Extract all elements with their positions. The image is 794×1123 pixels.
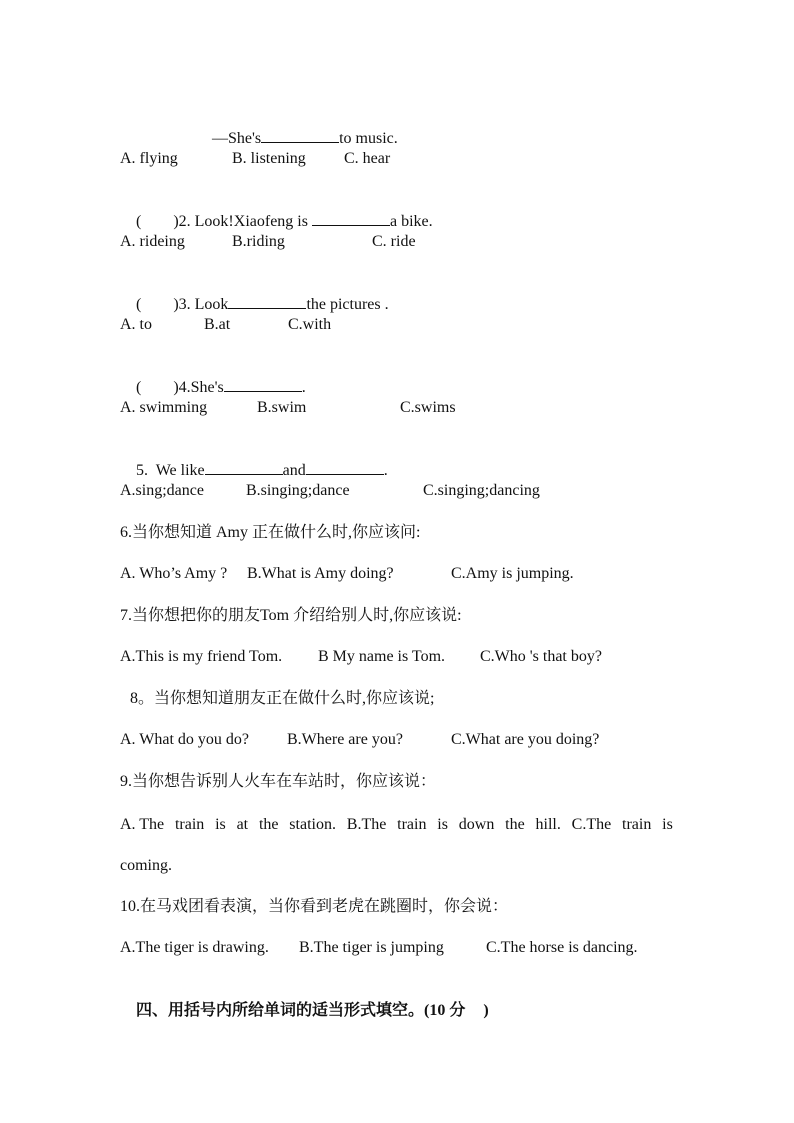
q6-option-b[interactable]: B.What is Amy doing? xyxy=(247,565,394,582)
q7-prompt: 7.当你想把你的朋友Tom 介绍给别人时,你应该说: xyxy=(120,607,462,624)
section-four-heading xyxy=(120,981,489,1019)
q2-option-b[interactable]: B.riding xyxy=(232,233,285,250)
q6-option-a[interactable]: A. Who’s Amy ? xyxy=(120,565,228,582)
q5-after-text: . xyxy=(383,462,388,479)
section-four-score: 10 分 xyxy=(429,1002,466,1019)
q4-option-c[interactable]: C.swims xyxy=(400,399,456,416)
q8-option-b[interactable]: B.Where are you? xyxy=(287,731,403,748)
q2-before-text: 2. Look!Xiaofeng is xyxy=(178,213,312,230)
q9-word: train xyxy=(397,816,427,833)
q9-word[interactable]: A. The xyxy=(120,816,165,833)
q3-before-text: 3. Look xyxy=(178,296,229,313)
q5-option-a[interactable]: A.sing;dance xyxy=(120,482,204,499)
q9-word: is xyxy=(215,816,226,833)
q10-prompt: 10.在马戏团看表演，当你看到老虎在跳圈时，你会说： xyxy=(120,898,509,915)
q1-before-text: She's xyxy=(228,130,262,147)
q9-options-line-2: coming. xyxy=(120,857,172,874)
q7-option-c[interactable]: C.Who 's that boy? xyxy=(480,648,602,665)
q2-option-c[interactable]: C. ride xyxy=(372,233,416,250)
q9-word: down xyxy=(458,816,495,833)
q9-word: at xyxy=(236,816,249,833)
q9-word: the xyxy=(258,816,279,833)
section-four-close: ) xyxy=(483,1002,489,1019)
q9-word: train xyxy=(622,816,652,833)
q5-question xyxy=(120,440,388,479)
q4-after-text: . xyxy=(301,379,306,396)
q1-option-a[interactable]: A. flying xyxy=(120,150,178,167)
q4-option-b[interactable]: B.swim xyxy=(257,399,307,416)
q5-mid-text: and xyxy=(282,462,306,479)
q9-word: is xyxy=(437,816,448,833)
q10-option-a[interactable]: A.The tiger is drawing. xyxy=(120,939,269,956)
q1-answer-line xyxy=(196,108,398,147)
q9-word: the xyxy=(505,816,525,833)
q6-option-c[interactable]: C.Amy is jumping. xyxy=(451,565,574,582)
q5-option-c[interactable]: C.singing;dancing xyxy=(423,482,540,499)
section-four-title: 四、用括号内所给单词的适当形式填空。( xyxy=(136,1002,430,1019)
q2-blank[interactable] xyxy=(312,211,390,226)
q4-option-a[interactable]: A. swimming xyxy=(120,399,208,416)
q5-blank-1[interactable] xyxy=(205,460,283,475)
q5-blank-2[interactable] xyxy=(306,460,384,475)
q2-answer-paren[interactable]: ( ) xyxy=(136,213,179,230)
q3-option-a[interactable]: A. to xyxy=(120,316,152,333)
q4-question xyxy=(120,357,306,396)
q9-word[interactable]: C.The xyxy=(571,816,612,833)
q7-option-b[interactable]: B My name is Tom. xyxy=(318,648,446,665)
q9-word: is xyxy=(662,816,673,833)
q3-after-text: the pictures . xyxy=(306,296,389,313)
q5-option-b[interactable]: B.singing;dance xyxy=(246,482,350,499)
q4-blank[interactable] xyxy=(224,377,302,392)
q8-prompt: 8。当你想知道朋友正在做什么时,你应该说; xyxy=(130,690,435,707)
q1-option-c[interactable]: C. hear xyxy=(344,150,391,167)
q1-option-b[interactable]: B. listening xyxy=(232,150,306,167)
q3-blank[interactable] xyxy=(228,294,306,309)
q2-after-text: a bike. xyxy=(389,213,433,230)
q7-option-a[interactable]: A.This is my friend Tom. xyxy=(120,648,283,665)
q1-blank[interactable] xyxy=(261,128,339,143)
q9-prompt: 9.当你想告诉别人火车在车站时，你应该说： xyxy=(120,773,437,790)
q1-after-text: to music. xyxy=(339,130,398,147)
q3-question xyxy=(120,274,389,313)
q4-answer-paren[interactable]: ( ) xyxy=(136,379,179,396)
q9-options-line xyxy=(120,815,673,835)
q10-option-c[interactable]: C.The horse is dancing. xyxy=(486,939,638,956)
q8-option-c[interactable]: C.What are you doing? xyxy=(451,731,600,748)
q2-option-a[interactable]: A. rideing xyxy=(120,233,185,250)
q2-question xyxy=(120,191,433,230)
q4-before-text: 4.She's xyxy=(178,379,224,396)
q9-word: train xyxy=(174,816,205,833)
q9-word[interactable]: B.The xyxy=(346,816,387,833)
q5-before-text: 5. We like xyxy=(136,462,205,479)
dash: — xyxy=(212,130,228,147)
q9-word: station. xyxy=(289,816,336,833)
q9-word: hill. xyxy=(535,816,561,833)
q10-option-b[interactable]: B.The tiger is jumping xyxy=(299,939,444,956)
q8-option-a[interactable]: A. What do you do? xyxy=(120,731,250,748)
q3-option-c[interactable]: C.with xyxy=(288,316,332,333)
q6-prompt: 6.当你想知道 Amy 正在做什么时,你应该问: xyxy=(120,524,421,541)
q3-answer-paren[interactable]: ( ) xyxy=(136,296,179,313)
q3-option-b[interactable]: B.at xyxy=(204,316,231,333)
